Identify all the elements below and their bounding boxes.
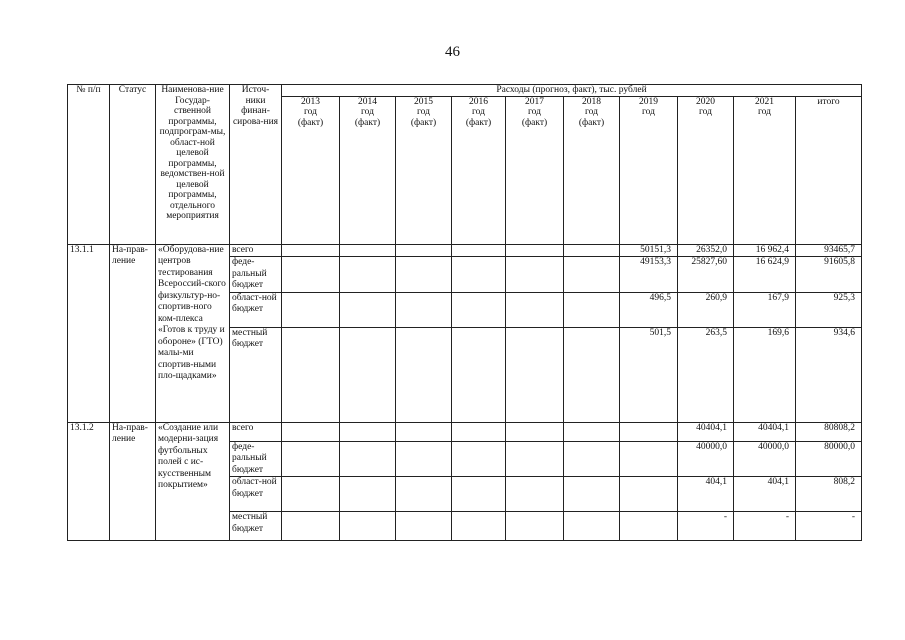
source-label: всего bbox=[230, 422, 282, 441]
value-total: 934,6 bbox=[796, 327, 862, 422]
value-2021: 16 624,9 bbox=[734, 257, 796, 293]
header-year-2017 bbox=[506, 96, 564, 244]
value-2020: - bbox=[678, 512, 734, 541]
empty-cell bbox=[396, 292, 452, 327]
value-2021: 169,6 bbox=[734, 327, 796, 422]
value-2021: 167,9 bbox=[734, 292, 796, 327]
header-source: Источ-ники финан-сирова-ния bbox=[230, 85, 282, 245]
header-year-2014 bbox=[340, 96, 396, 244]
header-expenses: Расходы (прогноз, факт), тыс. рублей bbox=[282, 85, 862, 97]
value-2020: 40404,1 bbox=[678, 422, 734, 441]
header-year-unit: год bbox=[699, 107, 712, 117]
value-2021: 404,1 bbox=[734, 477, 796, 512]
value-2019: 49153,3 bbox=[620, 257, 678, 293]
header-year-year: 2014 bbox=[358, 96, 377, 107]
header-status: Статус bbox=[110, 85, 156, 245]
header-year-unit: год bbox=[304, 107, 317, 117]
empty-cell bbox=[452, 422, 506, 441]
empty-cell bbox=[282, 244, 340, 257]
header-year-year: 2020 bbox=[696, 96, 715, 107]
value-total: - bbox=[796, 512, 862, 541]
empty-cell bbox=[282, 422, 340, 441]
header-year-note: (факт) bbox=[578, 117, 605, 128]
header-no: № п/п bbox=[68, 85, 110, 245]
source-label: област-ной бюджет bbox=[230, 477, 282, 512]
empty-cell bbox=[564, 257, 620, 293]
header-year-2021 bbox=[734, 96, 796, 244]
header-year-unit: год bbox=[361, 107, 374, 117]
empty-cell bbox=[396, 244, 452, 257]
empty-cell bbox=[506, 512, 564, 541]
header-year-unit: год bbox=[642, 107, 655, 117]
header-year-note: (факт) bbox=[354, 117, 381, 128]
empty-cell bbox=[506, 422, 564, 441]
header-year-year: 2013 bbox=[301, 96, 320, 107]
empty-cell bbox=[396, 441, 452, 477]
table-row bbox=[68, 422, 862, 441]
header-year-2013 bbox=[282, 96, 340, 244]
empty-cell bbox=[282, 477, 340, 512]
empty-cell bbox=[396, 422, 452, 441]
empty-cell bbox=[452, 512, 506, 541]
empty-cell bbox=[396, 512, 452, 541]
empty-cell bbox=[340, 477, 396, 512]
empty-cell bbox=[564, 477, 620, 512]
empty-cell bbox=[282, 257, 340, 293]
empty-cell bbox=[282, 292, 340, 327]
empty-cell bbox=[506, 292, 564, 327]
header-year-unit: год bbox=[585, 107, 598, 117]
header-year-note: (факт) bbox=[465, 117, 492, 128]
table-row bbox=[68, 244, 862, 257]
value-2021: - bbox=[734, 512, 796, 541]
header-year-year: 2018 bbox=[582, 96, 601, 107]
empty-cell bbox=[340, 292, 396, 327]
empty-cell bbox=[506, 477, 564, 512]
value-2019 bbox=[620, 441, 678, 477]
empty-cell bbox=[506, 327, 564, 422]
empty-cell bbox=[506, 257, 564, 293]
header-name: Наименова-ние Государ-ственной программы, подпрограм-мы, област-ной целевой программы, ведомствен-ной целевой программы, отдельного мероприятия bbox=[156, 85, 230, 245]
value-2019 bbox=[620, 512, 678, 541]
header-year-unit: год bbox=[472, 107, 485, 117]
header-year-year: 2016 bbox=[469, 96, 488, 107]
row-number: 13.1.1 bbox=[68, 244, 110, 422]
source-label: област-ной бюджет bbox=[230, 292, 282, 327]
header-year-note: (факт) bbox=[297, 117, 324, 128]
value-total: 80000,0 bbox=[796, 441, 862, 477]
value-2020: 263,5 bbox=[678, 327, 734, 422]
empty-cell bbox=[452, 257, 506, 293]
value-2019: 50151,3 bbox=[620, 244, 678, 257]
source-label: феде-ральный бюджет bbox=[230, 257, 282, 293]
value-2020: 26352,0 bbox=[678, 244, 734, 257]
empty-cell bbox=[396, 257, 452, 293]
value-2021: 16 962,4 bbox=[734, 244, 796, 257]
value-2021: 40000,0 bbox=[734, 441, 796, 477]
value-2020: 260,9 bbox=[678, 292, 734, 327]
empty-cell bbox=[396, 327, 452, 422]
empty-cell bbox=[452, 244, 506, 257]
header-year-2018 bbox=[564, 96, 620, 244]
empty-cell bbox=[506, 244, 564, 257]
empty-cell bbox=[282, 512, 340, 541]
empty-cell bbox=[564, 422, 620, 441]
header-year-year: 2021 bbox=[755, 96, 774, 107]
empty-cell bbox=[564, 441, 620, 477]
row-status: На-прав-ление bbox=[110, 422, 156, 541]
empty-cell bbox=[452, 441, 506, 477]
empty-cell bbox=[340, 327, 396, 422]
empty-cell bbox=[564, 244, 620, 257]
header-year-year: 2019 bbox=[639, 96, 658, 107]
value-2019 bbox=[620, 422, 678, 441]
header-year-2015 bbox=[396, 96, 452, 244]
page-number: 46 bbox=[445, 44, 460, 60]
value-2020: 404,1 bbox=[678, 477, 734, 512]
row-name: «Оборудова-ние центров тестирования Всероссий-ского физкультур-но-спортив-ного ком-плекса «Готов к труду и обороне» (ГТО) малы-ми спортив-ными пло-щадками» bbox=[156, 244, 230, 422]
empty-cell bbox=[340, 257, 396, 293]
empty-cell bbox=[340, 441, 396, 477]
empty-cell bbox=[452, 292, 506, 327]
empty-cell bbox=[340, 244, 396, 257]
empty-cell bbox=[396, 477, 452, 512]
empty-cell bbox=[340, 422, 396, 441]
empty-cell bbox=[282, 327, 340, 422]
empty-cell bbox=[452, 477, 506, 512]
header-year-year: 2017 bbox=[525, 96, 544, 107]
row-number: 13.1.2 bbox=[68, 422, 110, 541]
header-year-note: (факт) bbox=[521, 117, 548, 128]
empty-cell bbox=[564, 327, 620, 422]
empty-cell bbox=[340, 512, 396, 541]
header-year-unit: год bbox=[758, 107, 771, 117]
empty-cell bbox=[506, 441, 564, 477]
value-total: 925,3 bbox=[796, 292, 862, 327]
value-2020: 25827,60 bbox=[678, 257, 734, 293]
header-year-year: 2015 bbox=[414, 96, 433, 107]
header-year-note: (факт) bbox=[410, 117, 437, 128]
value-2019: 501,5 bbox=[620, 327, 678, 422]
row-status: На-прав-ление bbox=[110, 244, 156, 422]
source-label: всего bbox=[230, 244, 282, 257]
header-year-unit: год bbox=[528, 107, 541, 117]
empty-cell bbox=[452, 327, 506, 422]
value-total: 93465,7 bbox=[796, 244, 862, 257]
budget-table bbox=[67, 84, 862, 541]
value-2019 bbox=[620, 477, 678, 512]
empty-cell bbox=[564, 292, 620, 327]
header-year-2019 bbox=[620, 96, 678, 244]
source-label: местный бюджет bbox=[230, 512, 282, 541]
value-total: 91605,8 bbox=[796, 257, 862, 293]
source-label: феде-ральный бюджет bbox=[230, 441, 282, 477]
value-2021: 40404,1 bbox=[734, 422, 796, 441]
value-2019: 496,5 bbox=[620, 292, 678, 327]
source-label: местный бюджет bbox=[230, 327, 282, 422]
value-2020: 40000,0 bbox=[678, 441, 734, 477]
header-year-2020 bbox=[678, 96, 734, 244]
empty-cell bbox=[564, 512, 620, 541]
empty-cell bbox=[282, 441, 340, 477]
header-total: итого bbox=[796, 96, 862, 244]
header-year-unit: год bbox=[417, 107, 430, 117]
value-total: 80808,2 bbox=[796, 422, 862, 441]
header-year-2016 bbox=[452, 96, 506, 244]
value-total: 808,2 bbox=[796, 477, 862, 512]
row-name: «Создание или модерни-зация футбольных полей с ис-кусственным покрытием» bbox=[156, 422, 230, 541]
